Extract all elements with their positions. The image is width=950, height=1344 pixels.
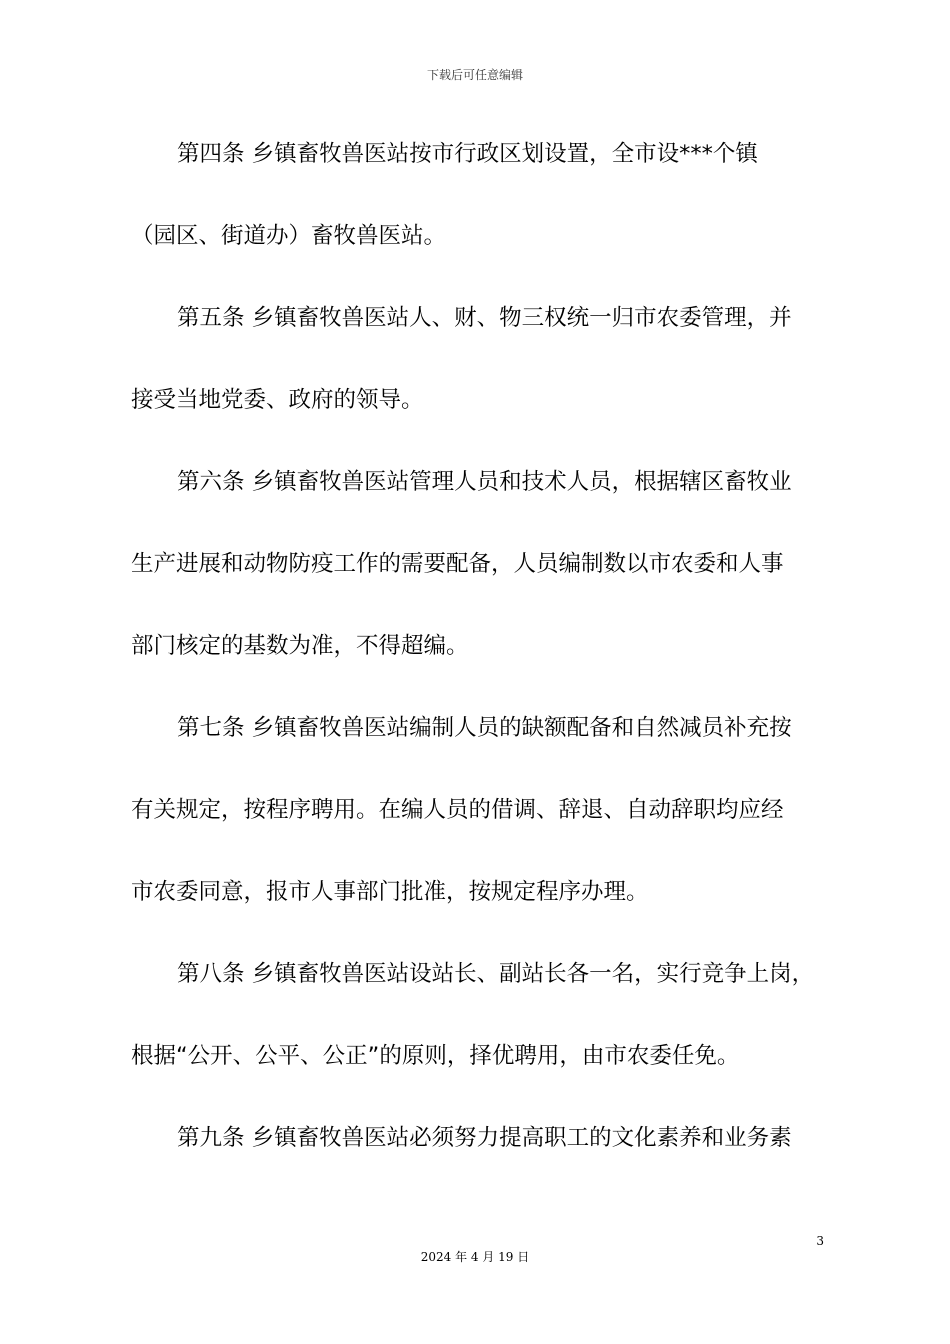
document-body (131, 128, 821, 1164)
text-line: 第五条 乡镇畜牧兽医站人、财、物三权统一归市农委管理，并 (177, 305, 792, 331)
text-line: 第七条 乡镇畜牧兽医站编制人员的缺额配备和自然减员补充按 (177, 715, 792, 741)
text-line: 部门核定的基数为准，不得超编。 (131, 633, 469, 659)
page-number: 3 (816, 1234, 824, 1248)
page-header: 下载后可任意编辑 (426, 68, 523, 82)
text-line: 第八条 乡镇畜牧兽医站设站长、副站长各一名，实行竞争上岗， (177, 961, 815, 987)
text-line: 第六条 乡镇畜牧兽医站管理人员和技术人员，根据辖区畜牧业 (177, 469, 792, 495)
text-line: 第四条 乡镇畜牧兽医站按市行政区划设置，全市设***个镇 (177, 141, 758, 167)
text-line: 接受当地党委、政府的领导。 (131, 387, 424, 413)
text-line: 生产进展和动物防疫工作的需要配备，人员编制数以市农委和人事 (131, 551, 784, 577)
text-line: 市农委同意，报市人事部门批准，按规定程序办理。 (131, 879, 649, 905)
text-line: 第九条 乡镇畜牧兽医站必须努力提高职工的文化素养和业务素 (177, 1125, 792, 1151)
text-line: （园区、街道办）畜牧兽医站。 (131, 223, 447, 249)
text-line: 根据“公开、公平、公正”的原则，择优聘用，由市农委任免。 (131, 1043, 740, 1069)
text-line: 有关规定，按程序聘用。在编人员的借调、辞退、自动辞职均应经 (131, 797, 784, 823)
footer-date: 2024 年 4 月 19 日 (420, 1250, 530, 1264)
